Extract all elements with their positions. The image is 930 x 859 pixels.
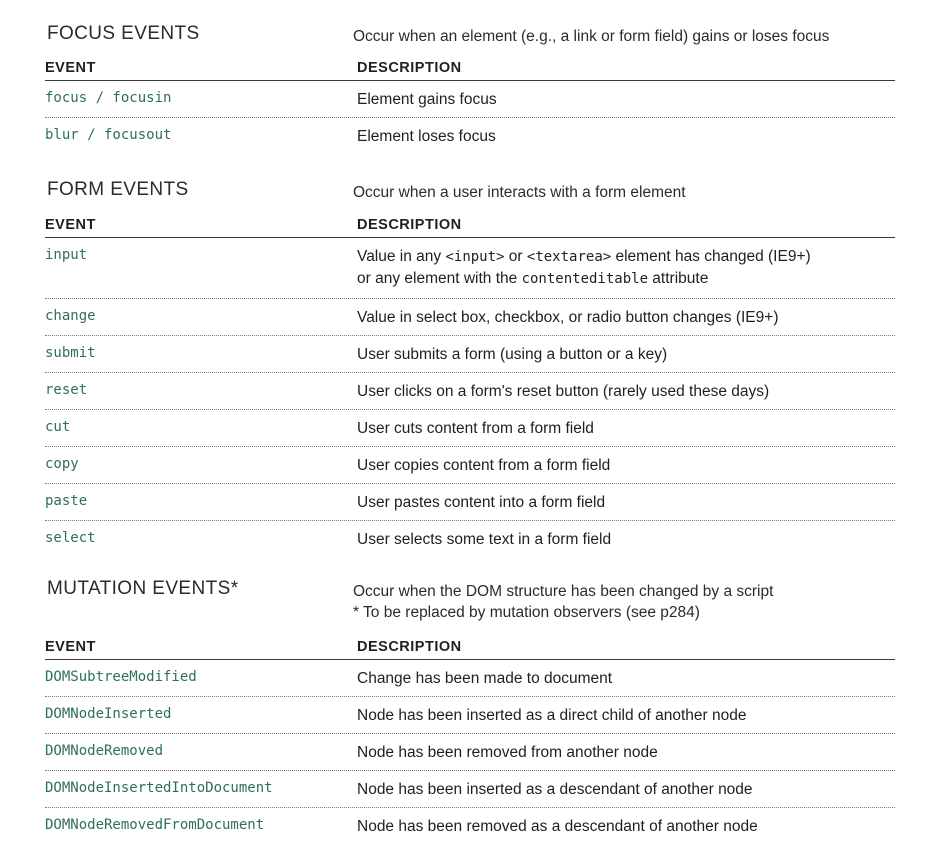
event-description: User pastes content into a form field bbox=[357, 494, 606, 511]
event-name: DOMNodeRemoved bbox=[45, 743, 164, 759]
event-description: User cuts content from a form field bbox=[357, 420, 594, 437]
event-name: focus / focusin bbox=[45, 90, 172, 106]
table-row bbox=[45, 521, 895, 557]
section-description bbox=[353, 581, 773, 623]
table-row bbox=[45, 660, 895, 697]
table-row bbox=[45, 771, 895, 808]
column-header-row bbox=[45, 639, 895, 660]
event-name: DOMNodeInsertedIntoDocument bbox=[45, 780, 273, 796]
column-header-row bbox=[45, 60, 895, 81]
event-description: Node has been inserted as a descendant of another node bbox=[357, 781, 753, 798]
code-snippet: <textarea> bbox=[526, 249, 612, 265]
event-description: Change has been made to document bbox=[357, 670, 613, 687]
table-row bbox=[45, 447, 895, 484]
event-name: DOMNodeInserted bbox=[45, 706, 172, 722]
table-row bbox=[45, 299, 895, 336]
description-column-header: DESCRIPTION bbox=[357, 217, 462, 233]
description-text: attribute bbox=[648, 270, 709, 287]
event-description: Value in select box, checkbox, or radio button changes (IE9+) bbox=[357, 309, 779, 326]
mutation-events-section bbox=[45, 570, 895, 844]
focus-events-section bbox=[45, 15, 895, 154]
event-name: input bbox=[45, 247, 88, 263]
column-header-row bbox=[45, 217, 895, 238]
section-title: MUTATION EVENTS* bbox=[47, 578, 239, 599]
event-description: Node has been removed from another node bbox=[357, 744, 658, 761]
description-text: Value in any bbox=[357, 248, 446, 265]
table-row bbox=[45, 238, 895, 299]
event-description: Element gains focus bbox=[357, 91, 497, 108]
event-name: DOMSubtreeModified bbox=[45, 669, 197, 685]
description-column-header: DESCRIPTION bbox=[357, 639, 462, 655]
table-row bbox=[45, 118, 895, 154]
section-description: Occur when a user interacts with a form element bbox=[353, 184, 686, 201]
table-row bbox=[45, 484, 895, 521]
section-description: Occur when an element (e.g., a link or form field) gains or loses focus bbox=[353, 28, 830, 45]
section-header bbox=[45, 15, 895, 51]
section-title: FOCUS EVENTS bbox=[47, 23, 200, 44]
table-row bbox=[45, 336, 895, 373]
description-footnote: * To be replaced by mutation observers (see p284) bbox=[353, 604, 700, 621]
event-name: DOMNodeRemovedFromDocument bbox=[45, 817, 265, 833]
code-snippet: <input> bbox=[445, 249, 505, 265]
event-name: blur / focusout bbox=[45, 127, 172, 143]
section-header bbox=[45, 171, 895, 207]
description-line: Occur when the DOM structure has been changed by a script bbox=[353, 583, 774, 600]
event-name: select bbox=[45, 530, 96, 546]
event-description: User copies content from a form field bbox=[357, 457, 611, 474]
event-column-header: EVENT bbox=[45, 639, 96, 655]
event-name: submit bbox=[45, 345, 96, 361]
event-description: User selects some text in a form field bbox=[357, 531, 612, 548]
description-text: or any element with the bbox=[357, 270, 522, 287]
event-name: paste bbox=[45, 493, 88, 509]
event-name: reset bbox=[45, 382, 88, 398]
table-row bbox=[45, 81, 895, 118]
event-name: copy bbox=[45, 456, 79, 472]
event-description: Element loses focus bbox=[357, 128, 496, 145]
event-column-header: EVENT bbox=[45, 60, 96, 76]
code-snippet: contenteditable bbox=[521, 271, 648, 287]
description-text: element has changed (IE9+) bbox=[611, 248, 811, 265]
event-name: cut bbox=[45, 419, 71, 435]
table-row bbox=[45, 808, 895, 844]
event-description bbox=[357, 246, 887, 290]
event-name: change bbox=[45, 308, 96, 324]
form-events-section bbox=[45, 171, 895, 557]
description-text: or bbox=[504, 248, 527, 265]
event-description: Node has been removed as a descendant of another node bbox=[357, 818, 758, 835]
event-description: Node has been inserted as a direct child of another node bbox=[357, 707, 747, 724]
table-row bbox=[45, 410, 895, 447]
section-header bbox=[45, 570, 895, 620]
section-title: FORM EVENTS bbox=[47, 179, 189, 200]
description-column-header: DESCRIPTION bbox=[357, 60, 462, 76]
table-row bbox=[45, 734, 895, 771]
event-description: User submits a form (using a button or a key) bbox=[357, 346, 668, 363]
event-description: User clicks on a form's reset button (rarely used these days) bbox=[357, 383, 770, 400]
table-row bbox=[45, 373, 895, 410]
table-row bbox=[45, 697, 895, 734]
event-column-header: EVENT bbox=[45, 217, 96, 233]
